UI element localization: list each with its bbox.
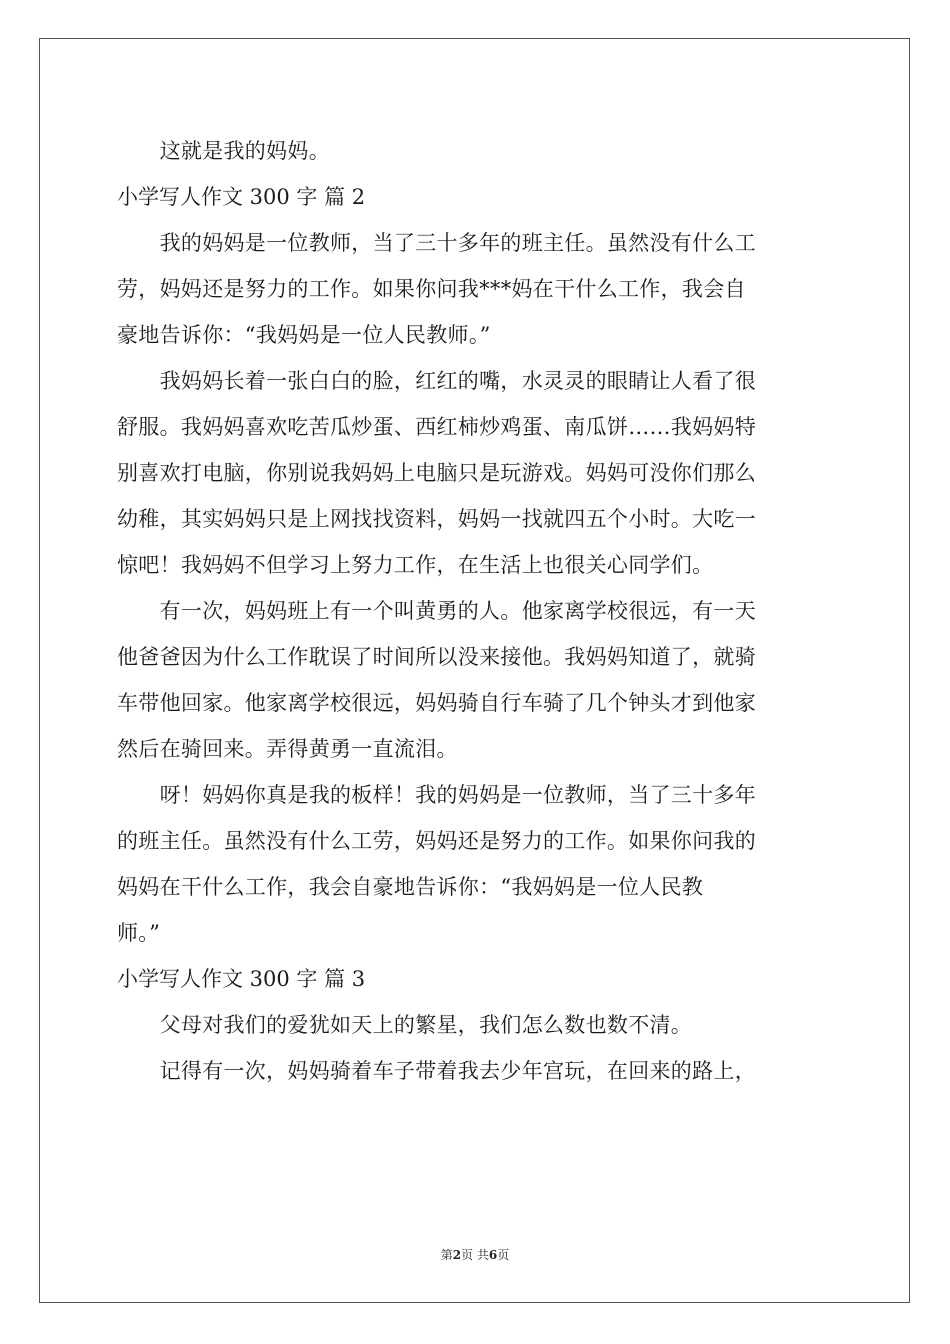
paragraph [117, 1002, 837, 1048]
text-line: 我妈妈长着一张白白的脸，红红的嘴，水灵灵的眼睛让人看了很 [117, 369, 756, 393]
paragraph [117, 358, 837, 588]
text-line: 惊吧！我妈妈不但学习上努力工作，在生活上也很关心同学们。 [117, 553, 714, 577]
text-line: 师。” [117, 921, 161, 945]
paragraph [117, 772, 837, 956]
paragraph [117, 220, 837, 358]
section-heading: 小学写人作文 300 字 篇 2 [117, 185, 366, 209]
text-line: 我的妈妈是一位教师，当了三十多年的班主任。虽然没有什么工 [117, 231, 756, 255]
text-line: 他爸爸因为什么工作耽误了时间所以没来接他。我妈妈知道了，就骑 [117, 645, 756, 669]
footer-page-mid: 页 共 [461, 1248, 489, 1262]
text-line: 这就是我的妈妈。 [117, 139, 330, 163]
text-line: 别喜欢打电脑，你别说我妈妈上电脑只是玩游戏。妈妈可没你们那么 [117, 461, 756, 485]
text-line: 车带他回家。他家离学校很远，妈妈骑自行车骑了几个钟头才到他家 [117, 691, 756, 715]
text-line: 豪地告诉你：“我妈妈是一位人民教师。” [117, 323, 491, 347]
text-line: 记得有一次，妈妈骑着车子带着我去少年宫玩，在回来的路上， [117, 1059, 756, 1083]
paragraph [117, 1048, 837, 1094]
text-line: 劳，妈妈还是努力的工作。如果你问我***妈在干什么工作，我会自 [117, 277, 746, 301]
text-line: 妈妈在干什么工作，我会自豪地告诉你：“我妈妈是一位人民教 [117, 875, 704, 899]
text-line: 幼稚，其实妈妈只是上网找找资料，妈妈一找就四五个小时。大吃一 [117, 507, 756, 531]
paragraph [117, 128, 837, 174]
footer-page-current: 2 [452, 1248, 462, 1262]
footer-page-prefix: 第 [440, 1248, 453, 1262]
section-heading: 小学写人作文 300 字 篇 3 [117, 967, 366, 991]
footer-page-total: 6 [488, 1248, 498, 1262]
paragraph [117, 588, 837, 772]
text-line: 的班主任。虽然没有什么工劳，妈妈还是努力的工作。如果你问我的 [117, 829, 756, 853]
footer-page-suffix: 页 [497, 1248, 510, 1262]
text-line: 舒服。我妈妈喜欢吃苦瓜炒蛋、西红柿炒鸡蛋、南瓜饼……我妈妈特 [117, 415, 756, 439]
document-body [117, 128, 837, 1094]
page-footer [0, 1246, 950, 1263]
text-line: 然后在骑回来。弄得黄勇一直流泪。 [117, 737, 458, 761]
text-line: 呀！妈妈你真是我的板样！我的妈妈是一位教师，当了三十多年 [117, 783, 756, 807]
text-line: 父母对我们的爱犹如天上的繁星，我们怎么数也数不清。 [117, 1013, 693, 1037]
text-line: 有一次，妈妈班上有一个叫黄勇的人。他家离学校很远，有一天 [117, 599, 756, 623]
